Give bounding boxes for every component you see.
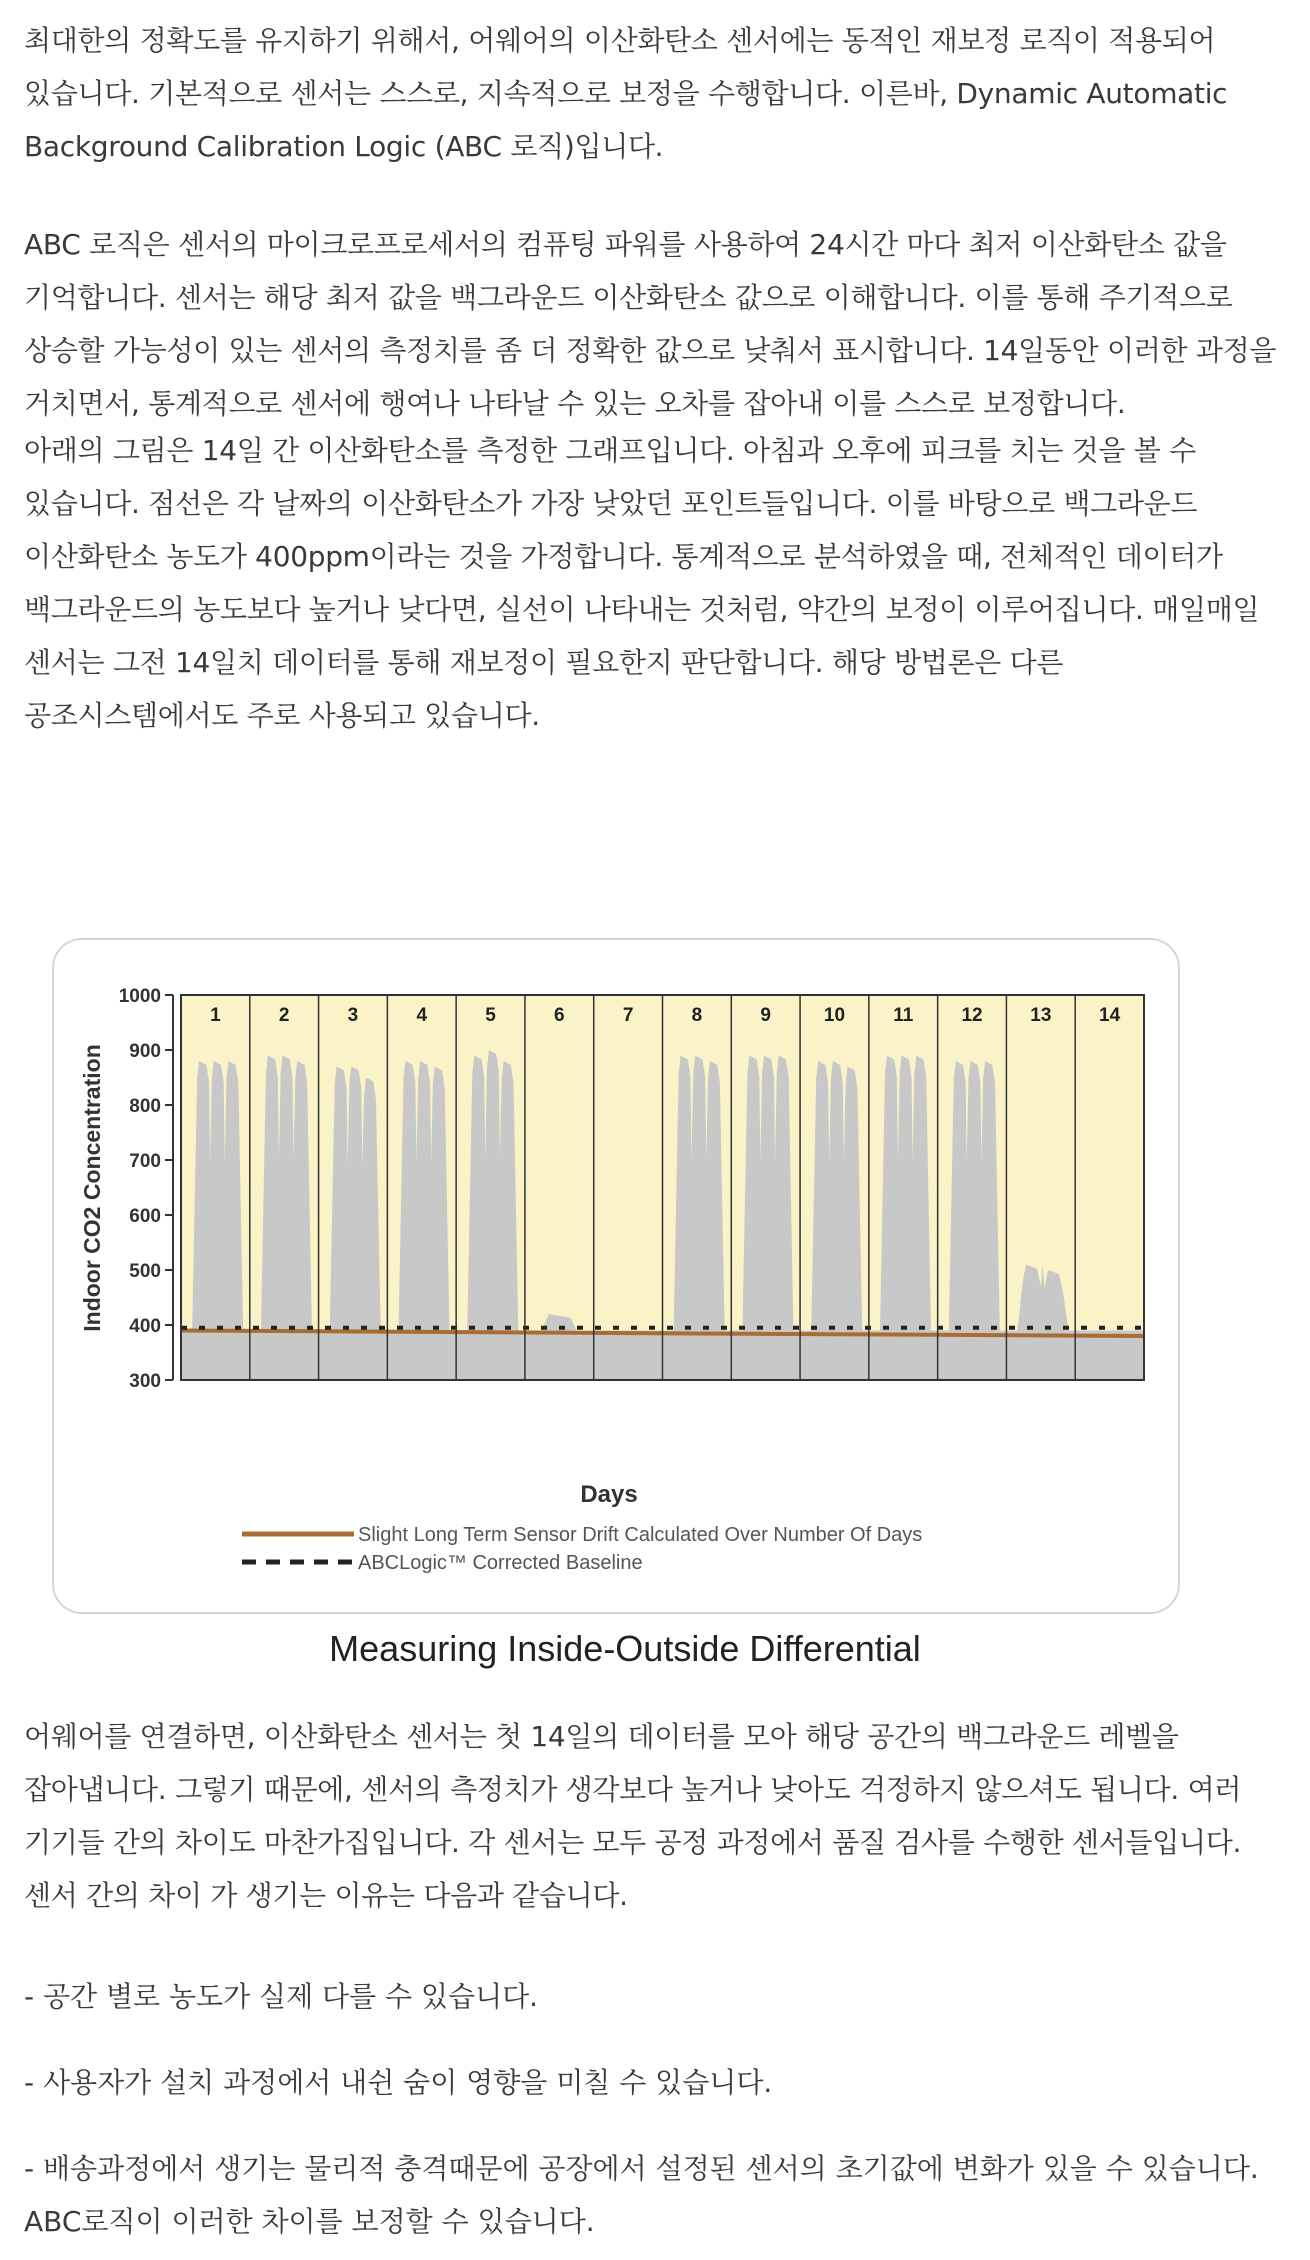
chart-caption: Measuring Inside-Outside Differential [329, 1628, 921, 1669]
bullet-breath: - 사용자가 설치 과정에서 내쉰 숨이 영향을 미칠 수 있습니다. [24, 2066, 773, 2099]
co2-chart [54, 940, 1178, 1612]
y-tick-label: 500 [129, 1261, 161, 1282]
day-label-3: 3 [347, 1005, 359, 1026]
y-tick-label: 300 [129, 1371, 161, 1392]
bullet-space: - 공간 별로 농도가 실제 다를 수 있습니다. [24, 1980, 539, 2013]
y-tick-label: 600 [129, 1206, 161, 1227]
y-tick-label: 700 [129, 1151, 161, 1172]
y-tick-label: 900 [129, 1041, 161, 1062]
day-label-13: 13 [1030, 1005, 1052, 1026]
paragraph-chart-explanation: 아래의 그림은 14일 간 이산화탄소를 측정한 그래프입니다. 아침과 오후에 피크를 치는 것을 볼 수 있습니다. 점선은 각 날짜의 이산화탄소가 가장 낮았던 포인트들입니다. 이를 바탕으로 백그라운드 이산화탄소 농도가 400ppm이라는 것을 가정합니다. 통계적으로 분석하였을 때, 전체적인 데이터가 백그라운드의 농도보다 높거나 낮다면, 실선이 나타내는 것처럼, 약간의 보정이 이루어집니다. 매일매일 센서는 그전 14일치 데이터를 통해 재보정이 필요한지 판단합니다. 해당 방법론은 다른 공조시스템에서도 주로 사용되고 있습니다. [24, 434, 1260, 732]
day-label-9: 9 [760, 1005, 771, 1026]
day-label-5: 5 [485, 1005, 496, 1026]
day-label-1: 1 [210, 1005, 221, 1026]
legend-baseline-label: ABCLogic™ Corrected Baseline [358, 1552, 643, 1574]
bullet-shipping: - 배송과정에서 생기는 물리적 충격때문에 공장에서 설정된 센서의 초기값에 변화가 있을 수 있습니다. ABC로직이 이러한 차이를 보정할 수 있습니다. [24, 2152, 1259, 2238]
paragraph-intro: 최대한의 정확도를 유지하기 위해서, 어웨어의 이산화탄소 센서에는 동적인 재보정 로직이 적용되어 있습니다. 기본적으로 센서는 스스로, 지속적으로 보정을 수행합니다. 이른바, Dynamic Automatic Background Calibration Logic (ABC 로직)입니다. [24, 24, 1228, 163]
legend-drift-label: Slight Long Term Sensor Drift Calculated Over Number Of Days [358, 1524, 923, 1546]
paragraph-abc-logic: ABC 로직은 센서의 마이크로프로세서의 컴퓨팅 파워를 사용하여 24시간 마다 최저 이산화탄소 값을 기억합니다. 센서는 해당 최저 값을 백그라운드 이산화탄소 값으로 이해합니다. 이를 통해 주기적으로 상승할 가능성이 있는 센서의 측정치를 좀 더 정확한 값으로 낮춰서 표시합니다. 14일동안 이러한 과정을 거치면서, 통계적으로 센서에 행여나 나타날 수 있는 오차를 잡아내 이를 스스로 보정합니다. [24, 228, 1277, 420]
day-7-co2-area [594, 1331, 663, 1381]
day-label-2: 2 [278, 1005, 290, 1026]
day-label-11: 11 [893, 1005, 914, 1026]
day-label-6: 6 [554, 1005, 565, 1026]
paragraph-connection: 어웨어를 연결하면, 이산화탄소 센서는 첫 14일의 데이터를 모아 해당 공간의 백그라운드 레벨을 잡아냅니다. 그렇기 때문에, 센서의 측정치가 생각보다 높거나 낮아도 걱정하지 않으셔도 됩니다. 여러 기기들 간의 차이도 마찬가집입니다. 각 센서는 모두 공정 과정에서 품질 검사를 수행한 센서들입니다. 센서 간의 차이 가 생기는 이유는 다음과 같습니다. [24, 1720, 1242, 1912]
day-label-4: 4 [416, 1005, 428, 1026]
day-label-10: 10 [823, 1005, 846, 1026]
y-tick-label: 400 [129, 1316, 161, 1337]
day-label-8: 8 [691, 1005, 703, 1026]
y-tick-label: 800 [129, 1096, 161, 1117]
y-axis-label: Indoor CO2 Concentration [79, 1044, 105, 1332]
day-label-12: 12 [961, 1005, 983, 1026]
day-label-7: 7 [622, 1005, 634, 1026]
chart-figure [52, 938, 1180, 1614]
y-tick-label: 1000 [118, 986, 161, 1007]
day-label-14: 14 [1099, 1005, 1121, 1026]
x-axis-label: Days [580, 1481, 638, 1508]
